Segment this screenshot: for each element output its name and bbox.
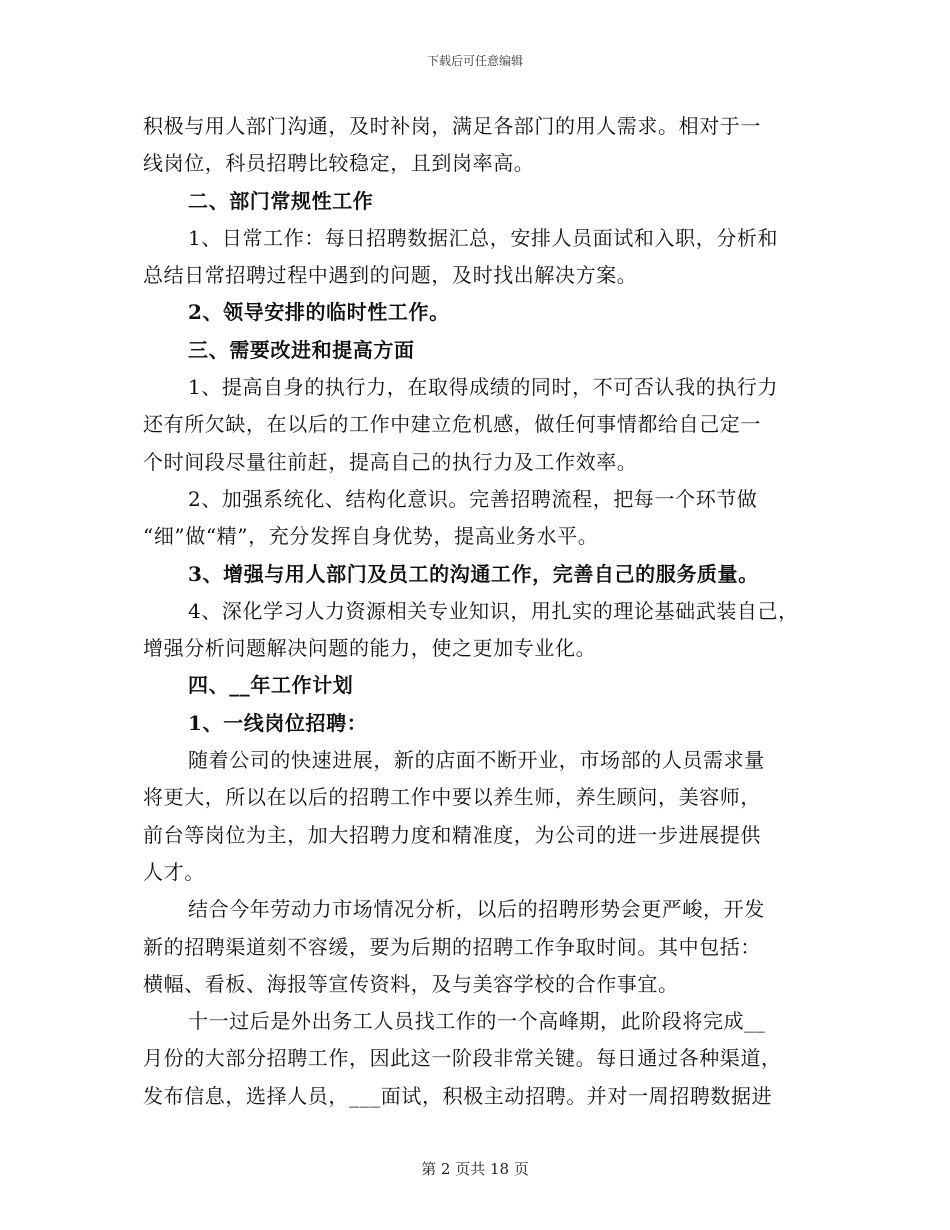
- paragraph-line: 还有所欠缺，在以后的工作中建立危机感，做任何事情都给自己定一: [143, 412, 761, 437]
- paragraph-line: 积极与用人部门沟通，及时补岗，满足各部门的用人需求。相对于一: [143, 114, 761, 138]
- section-heading-line: 1、一线岗位招聘：: [188, 710, 368, 735]
- paragraph-line: 月份的大部分招聘工作，因此这一阶段非常关键。每日通过各种渠道，: [143, 1046, 782, 1071]
- paragraph-line: 线岗位，科员招聘比较稳定，且到岗率高。: [143, 151, 535, 176]
- paragraph-line: 将更大，所以在以后的招聘工作中要以养生师，养生顾问，美容师，: [143, 785, 761, 810]
- page-footer: 第 2 页共 18 页: [421, 1160, 529, 1178]
- paragraph-line: 2、加强系统化、结构化意识。完善招聘流程，把每一个环节做: [188, 486, 758, 511]
- paragraph-line: 随着公司的快速进展，新的店面不断开业，市场部的人员需求量: [188, 748, 765, 773]
- paragraph-line: “细”做“精”，充分发挥自身优势，提高业务水平。: [143, 524, 599, 549]
- paragraph-line: 结合今年劳动力市场情况分析，以后的招聘形势会更严峻，开发: [188, 897, 765, 922]
- paragraph-line: 横幅、看板、海报等宣传资料，及与美容学校的合作事宜。: [143, 971, 679, 996]
- document-body: [143, 108, 813, 1115]
- section-heading-line: 2、领导安排的临时性工作。: [188, 300, 450, 325]
- paragraph-line: 前台等岗位为主，加大招聘力度和精准度，为公司的进一步进展提供: [143, 822, 761, 847]
- section-heading-line: 二、部门常规性工作: [188, 188, 374, 213]
- paragraph-line: 1、日常工作：每日招聘数据汇总，安排人员面试和入职，分析和: [188, 225, 779, 250]
- section-heading-line: 四、__年工作计划: [188, 673, 354, 698]
- section-heading-line: 3、增强与用人部门及员工的沟通工作，完善自己的服务质量。: [188, 561, 759, 586]
- paragraph-line: 十一过后是外出务工人员找工作的一个高峰期，此阶段将完成__: [188, 1009, 766, 1034]
- paragraph-line: 人才。: [143, 859, 205, 884]
- paragraph-line: 总结日常招聘过程中遇到的问题，及时找出解决方案。: [143, 263, 638, 288]
- section-heading-line: 三、需要改进和提高方面: [188, 337, 415, 362]
- paragraph-line: 新的招聘渠道刻不容缓，要为后期的招聘工作争取时间。其中包括：: [143, 934, 761, 959]
- paragraph-line: 增强分析问题解决问题的能力，使之更加专业化。: [143, 636, 597, 661]
- paragraph-line: 发布信息，选择人员，___面试，积极主动招聘。并对一周招聘数据进: [143, 1083, 773, 1108]
- page-header: 下载后可任意编辑: [426, 54, 523, 68]
- paragraph-line: 4、深化学习人力资源相关专业知识，用扎实的理论基础武装自己，: [188, 598, 799, 623]
- paragraph-line: 个时间段尽量往前赶，提高自己的执行力及工作效率。: [143, 449, 638, 474]
- paragraph-line: 1、提高自身的执行力，在取得成绩的同时，不可否认我的执行力: [188, 375, 779, 400]
